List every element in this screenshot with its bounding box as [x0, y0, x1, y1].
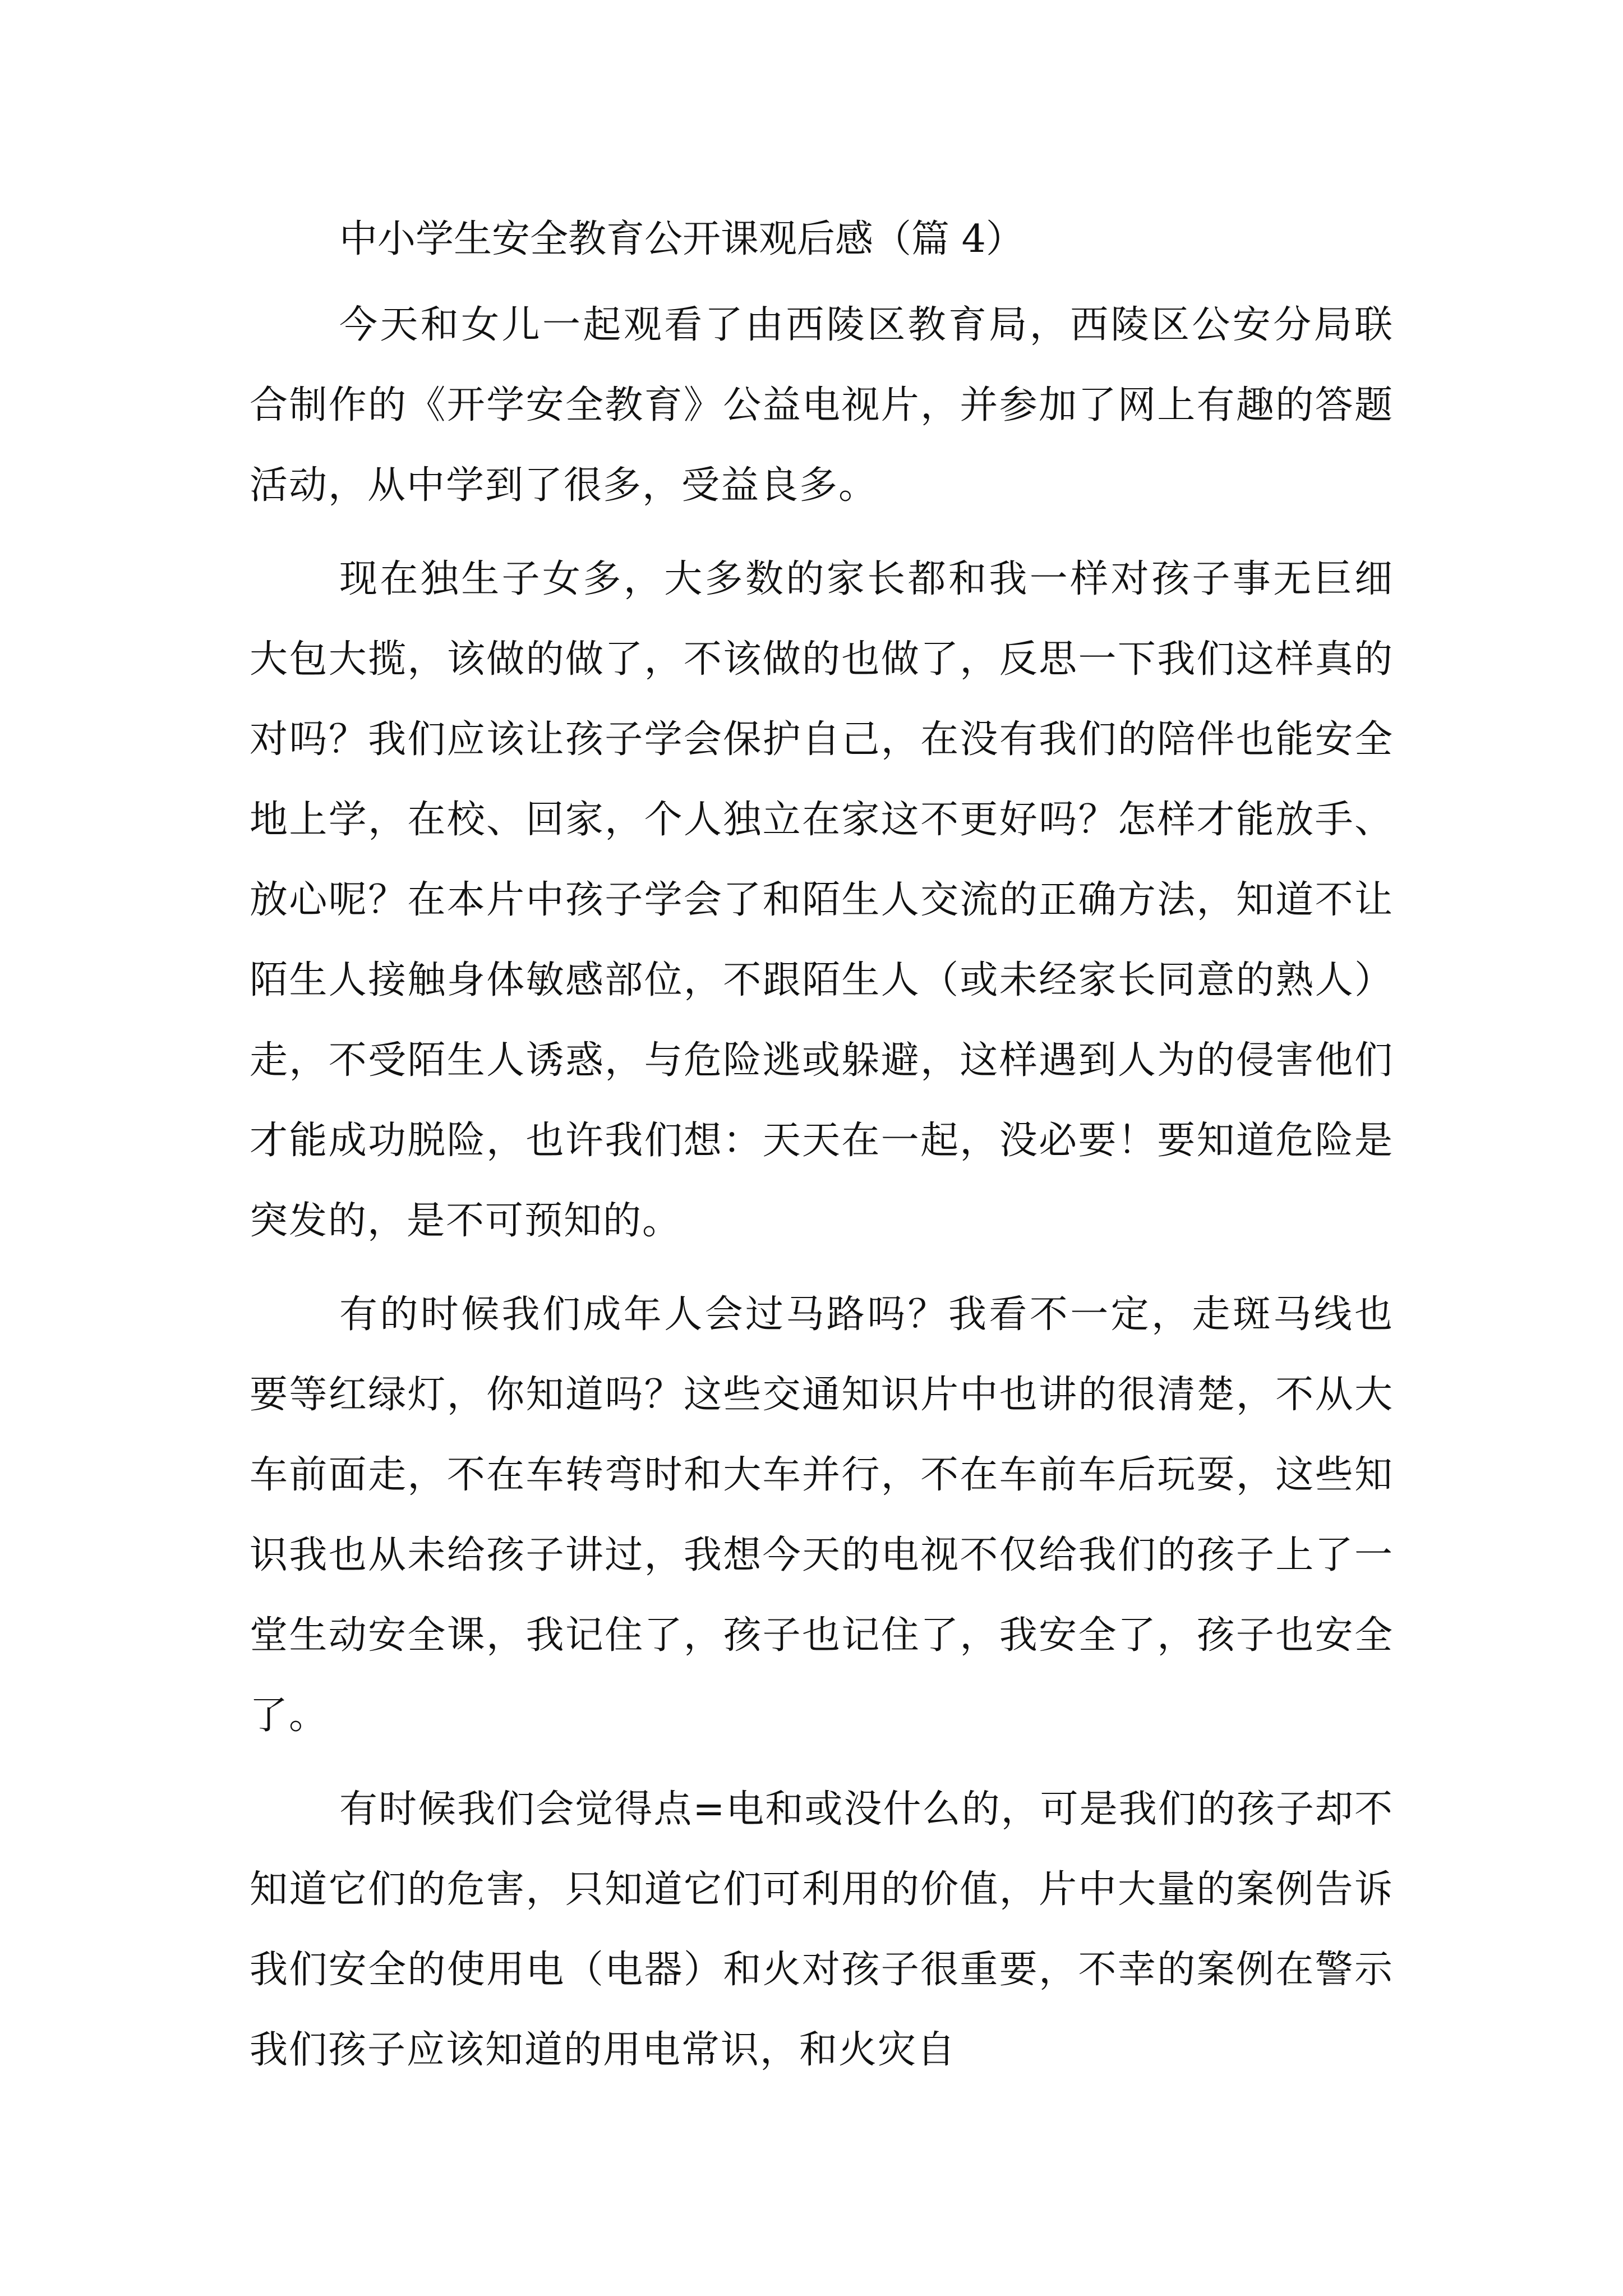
- paragraph-4: 有时候我们会觉得点=电和或没什么的，可是我们的孩子却不知道它们的危害，只知道它们可利用的价值，片中大量的案例告诉我们安全的使用电（电器）和火对孩子很重要，不幸的案例在警示我们孩子应该知道的用电常识，和火灾自: [250, 1787, 1394, 2072]
- paragraph-2: 现在独生子女多，大多数的家长都和我一样对孩子事无巨细大包大揽，该做的做了，不该做的也做了，反思一下我们这样真的对吗？我们应该让孩子学会保护自己，在没有我们的陪伴也能安全地上学，在校、回家，个人独立在家这不更好吗？怎样才能放手、放心呢？在本片中孩子学会了和陌生人交流的正确方法，知道不让陌生人接触身体敏感部位，不跟陌生人（或未经家长同意的熟人）走，不受陌生人诱惑，与危险逃或躲避，这样遇到人为的侵害他们才能成功脱险，也许我们想：天天在一起，没必要！要知道危险是突发的，是不可预知的。: [250, 557, 1394, 1243]
- document-title: 中小学生安全教育公开课观后感（篇 4）: [339, 217, 1024, 261]
- paragraph-1: 今天和女儿一起观看了由西陵区教育局，西陵区公安分局联合制作的《开学安全教育》公益电视片，并参加了网上有趣的答题活动，从中学到了很多，受益良多。: [250, 303, 1394, 508]
- document-body: [250, 209, 1394, 2104]
- paragraph-3: 有的时候我们成年人会过马路吗？我看不一定，走斑马线也要等红绿灯，你知道吗？这些交通知识片中也讲的很清楚，不从大车前面走，不在车转弯时和大车并行，不在车前车后玩耍，这些知识我也从未给孩子讲过，我想今天的电视不仅给我们的孩子上了一堂生动安全课，我记住了，孩子也记住了，我安全了，孩子也安全了。: [250, 1292, 1394, 1738]
